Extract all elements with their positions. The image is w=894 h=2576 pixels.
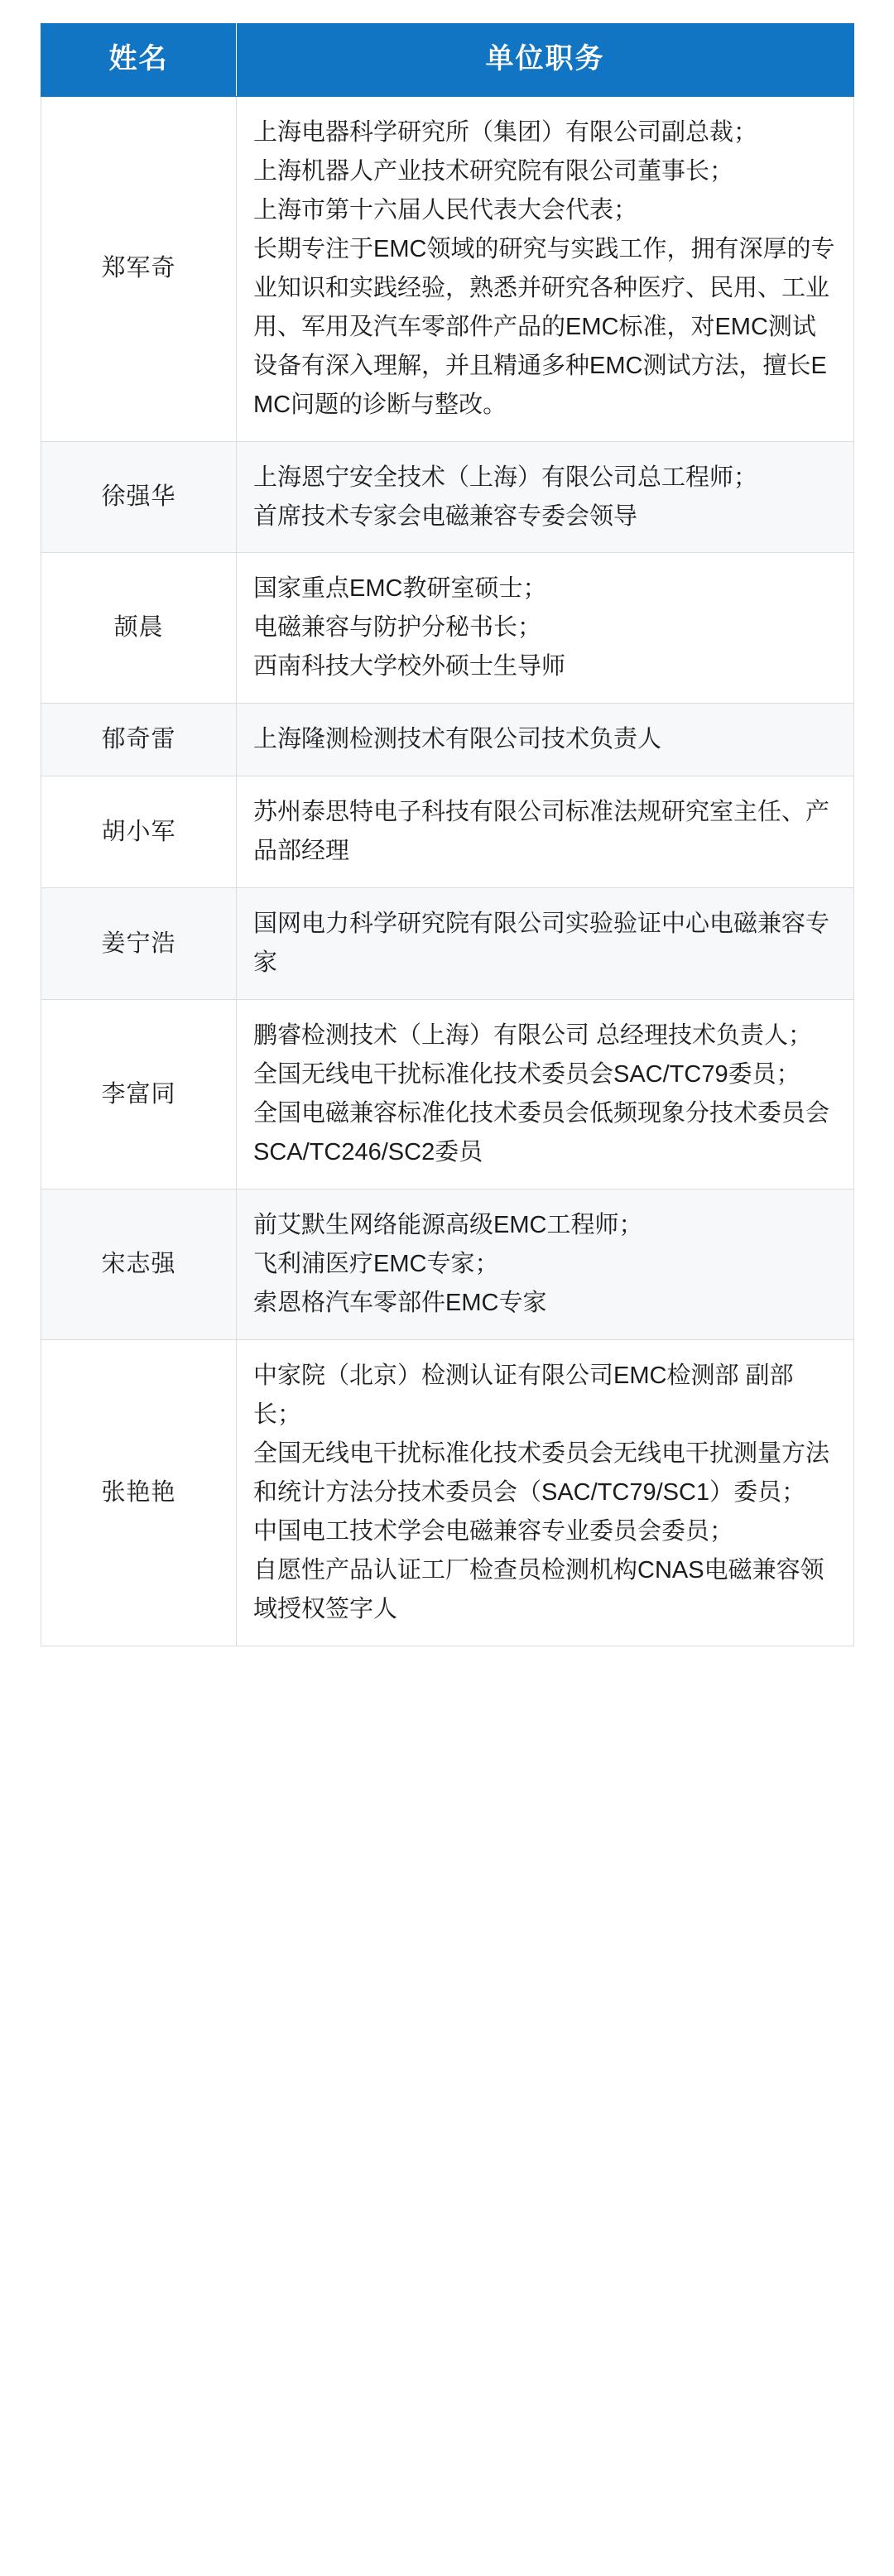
speaker-title-line: 苏州泰思特电子科技有限公司标准法规研究室主任、产品部经理 [253, 799, 830, 865]
speaker-name: 李富同 [41, 1000, 237, 1189]
speaker-table [41, 23, 854, 1646]
speaker-title [237, 1189, 854, 1340]
speaker-title-line: 全国电磁兼容标准化技术委员会低频现象分技术委员会SCA/TC246/SC2委员 [253, 1100, 830, 1166]
speaker-title [237, 553, 854, 704]
speaker-title-line: 西南科技大学校外硕士生导师 [253, 653, 566, 680]
speaker-title-line: 上海电器科学研究所（集团）有限公司副总裁； [253, 118, 758, 146]
speaker-title [237, 441, 854, 553]
speaker-name: 姜宁浩 [41, 888, 237, 1000]
speaker-title-line: 上海隆测检测技术有限公司技术负责人 [253, 726, 662, 753]
table-row [41, 1340, 854, 1646]
speaker-title-line: 长期专注于EMC领域的研究与实践工作，拥有深厚的专业知识和实践经验，熟悉并研究各种医疗、民用、工业用、军用及汽车零部件产品的EMC标准，对EMC测试设备有深入理解，并且精通多种EMC测试方法，擅长EMC问题的诊断与整改。 [253, 235, 835, 418]
speaker-title-line: 上海恩宁安全技术（上海）有限公司总工程师； [253, 464, 758, 491]
speaker-title [237, 704, 854, 776]
column-header-title: 单位职务 [237, 24, 854, 97]
speaker-name: 张艳艳 [41, 1340, 237, 1646]
speaker-title-line: 国家重点EMC教研室硕士； [253, 575, 547, 603]
table-row [41, 1189, 854, 1340]
table-row [41, 96, 854, 441]
speaker-name: 宋志强 [41, 1189, 237, 1340]
table-header-row [41, 24, 854, 97]
speaker-title-line: 中国电工技术学会电磁兼容专业委员会委员； [253, 1517, 734, 1545]
table-row [41, 553, 854, 704]
speaker-title-line: 上海机器人产业技术研究院有限公司董事长； [253, 157, 734, 185]
speaker-title [237, 96, 854, 441]
speaker-title-line: 首席技术专家会电磁兼容专委会领导 [253, 502, 638, 530]
speaker-title [237, 1340, 854, 1646]
speaker-name: 胡小军 [41, 776, 237, 888]
speaker-title-line: 索恩格汽车零部件EMC专家 [253, 1290, 547, 1317]
table-row [41, 888, 854, 1000]
table-header [41, 24, 854, 97]
table-row [41, 1000, 854, 1189]
speaker-title-line: 自愿性产品认证工厂检查员检测机构CNAS电磁兼容领域授权签字人 [253, 1556, 824, 1622]
speaker-title-line: 全国无线电干扰标准化技术委员会SAC/TC79委员； [253, 1061, 800, 1089]
speaker-title [237, 776, 854, 888]
speaker-name: 郑军奇 [41, 96, 237, 441]
speaker-name: 郁奇雷 [41, 704, 237, 776]
table-row [41, 776, 854, 888]
column-header-name: 姓名 [41, 24, 237, 97]
table-body [41, 96, 854, 1646]
speaker-title [237, 1000, 854, 1189]
speaker-title-line: 飞利浦医疗EMC专家； [253, 1251, 499, 1278]
table-row [41, 704, 854, 776]
speaker-title-line: 前艾默生网络能源高级EMC工程师； [253, 1212, 643, 1239]
speaker-title-line: 全国无线电干扰标准化技术委员会无线电干扰测量方法和统计方法分技术委员会（SAC/TC79/SC1）委员； [253, 1439, 830, 1506]
speaker-name: 徐强华 [41, 441, 237, 553]
speaker-table-container [41, 23, 853, 1646]
table-row [41, 441, 854, 553]
speaker-title-line: 上海市第十六届人民代表大会代表； [253, 196, 638, 223]
speaker-title-line: 电磁兼容与防护分秘书长； [253, 614, 542, 642]
speaker-title-line: 国网电力科学研究院有限公司实验验证中心电磁兼容专家 [253, 911, 830, 977]
speaker-title-line: 中家院（北京）检测认证有限公司EMC检测部 副部长； [253, 1362, 794, 1428]
speaker-title [237, 888, 854, 1000]
speaker-name: 颉晨 [41, 553, 237, 704]
speaker-title-line: 鹏睿检测技术（上海）有限公司 总经理技术负责人； [253, 1022, 813, 1050]
